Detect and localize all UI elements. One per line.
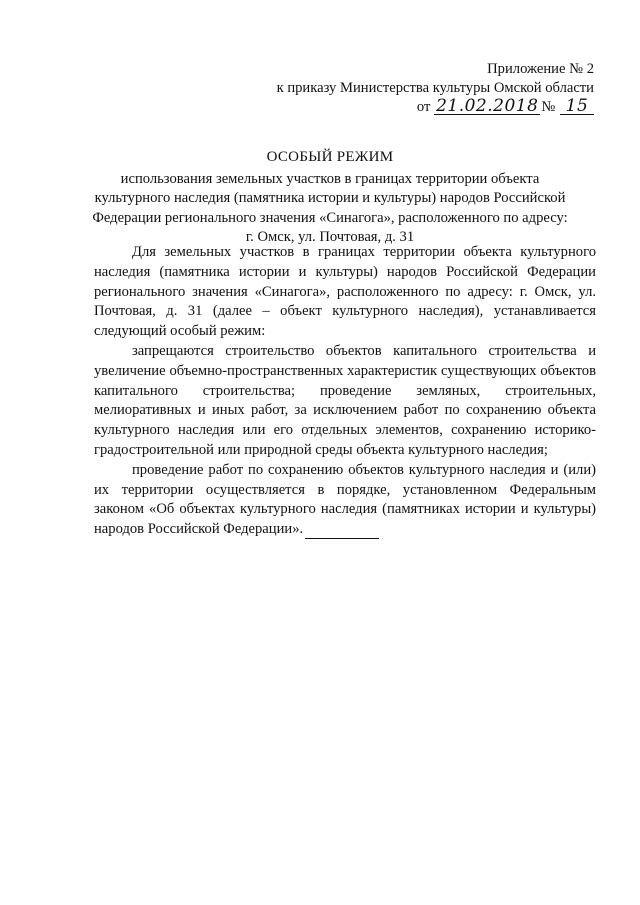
- document-body: [94, 243, 596, 540]
- body-paragraph: проведение работ по сохранению объектов культурного наследия и (или) их территории осуществляется в порядке, установленном Федеральным законом «Об объектах культурного наследия (памятниках истории и культуры) народов Российской Федерации».: [94, 461, 596, 538]
- appendix-order-reference: к приказу Министерства культуры Омской области: [276, 80, 594, 96]
- number-prefix: №: [541, 99, 556, 115]
- appendix-header: [277, 60, 594, 117]
- handwritten-date: 21.02.2018: [436, 96, 539, 116]
- body-paragraph: запрещаются строительство объектов капитального строительства и увеличение объемно-пространственных характеристик существующих объектов капитального строительства; проведение земляных, строительных, мелиоративных и иных работ, за исключением работ по сохранению объекта культурного наследия или его отдельных элементов, сохранению историко-градостроительной или природной среды объекта культурного наследия;: [94, 342, 596, 458]
- body-paragraph: Для земельных участков в границах территории объекта культурного наследия (памятника истории и культуры) народов Российской Федерации регионального значения «Синагога», расположенного по адресу: г. Омск, ул. Почтовая, д. 31 (далее – объект культурного наследия), устанавливается следующий особый режим:: [94, 244, 596, 340]
- title-line: использования земельных участков в границах территории объекта: [120, 170, 540, 187]
- handwritten-number: 15: [560, 99, 594, 115]
- title-heading: ОСОБЫЙ РЕЖИМ: [266, 149, 394, 165]
- date-prefix: от: [416, 99, 431, 115]
- title-line: г. Омск, ул. Почтовая, д. 31: [245, 229, 415, 245]
- title-line: Федерации регионального значения «Синагога», расположенного по адресу:: [92, 209, 568, 226]
- appendix-date-number-line: [277, 98, 594, 117]
- end-divider: [305, 538, 379, 539]
- appendix-number: Приложение № 2: [487, 61, 594, 77]
- title-line: культурного наследия (памятника истории и культуры) народов Российской: [94, 190, 566, 206]
- document-title: [70, 148, 590, 248]
